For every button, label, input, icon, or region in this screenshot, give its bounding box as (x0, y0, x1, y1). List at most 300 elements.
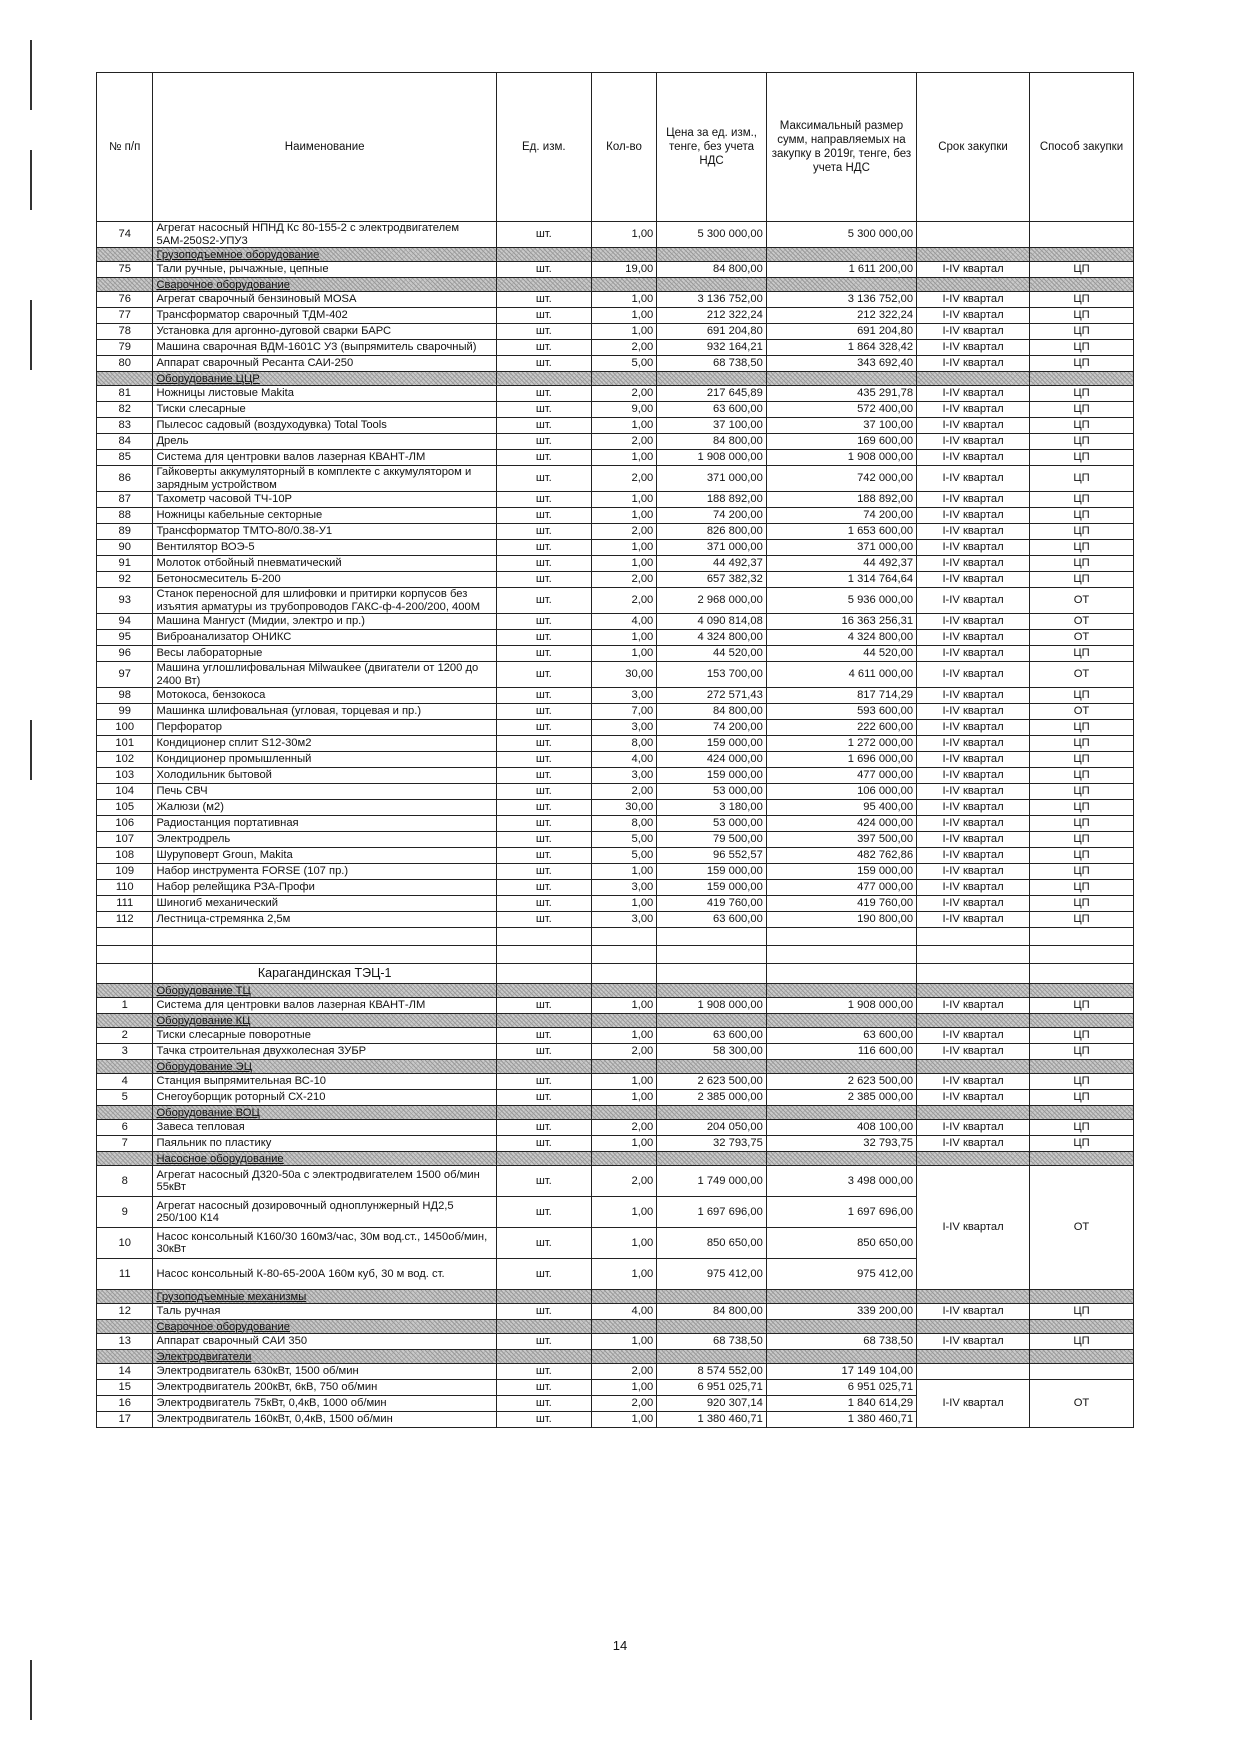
cell-no: 77 (97, 308, 153, 324)
cell-total: 408 100,00 (766, 1120, 916, 1136)
scan-edge-mark (30, 40, 32, 110)
section-title: Оборудование ТЦ (153, 984, 496, 998)
cell-price: 4 324 800,00 (657, 630, 767, 646)
table-row (97, 614, 1134, 630)
table-row (97, 308, 1134, 324)
cell-qty: 3,00 (591, 720, 657, 736)
scan-edge-mark (30, 1660, 32, 1720)
table-row (97, 572, 1134, 588)
cell-method: ЦП (1030, 402, 1134, 418)
cell-price: 79 500,00 (657, 832, 767, 848)
blank-cell (591, 964, 657, 984)
cell-unit: шт. (496, 1380, 591, 1396)
section-cell (97, 1014, 153, 1028)
cell-price: 419 760,00 (657, 896, 767, 912)
cell-unit: шт. (496, 308, 591, 324)
scan-edge-mark (30, 720, 32, 780)
cell-name: Агрегат насосный Д320-50а с электродвигателем 1500 об/мин 55кВт (153, 1166, 496, 1197)
cell-name: Снегоуборщик роторный СХ-210 (153, 1090, 496, 1106)
cell-name: Насос консольный К-80-65-200А 160м куб, 30 м вод. ст. (153, 1259, 496, 1290)
blank-row (97, 928, 1134, 946)
cell-name: Станция выпрямительная ВС-10 (153, 1074, 496, 1090)
section-cell (657, 1060, 767, 1074)
table-row (97, 1090, 1134, 1106)
cell-term: I-IV квартал (917, 736, 1030, 752)
cell-qty: 8,00 (591, 816, 657, 832)
cell-qty: 1,00 (591, 1334, 657, 1350)
cell-method (1030, 222, 1134, 248)
cell-name: Машинка шлифовальная (угловая, торцевая и пр.) (153, 704, 496, 720)
section-cell (1030, 1320, 1134, 1334)
cell-method: ЦП (1030, 1334, 1134, 1350)
cell-price: 272 571,43 (657, 688, 767, 704)
cell-name: Электродвигатель 200кВт, 6кВ, 750 об/мин (153, 1380, 496, 1396)
cell-name: Система для центровки валов лазерная КВАНТ-ЛМ (153, 450, 496, 466)
cell-name: Аппарат сварочный САИ 350 (153, 1334, 496, 1350)
cell-name: Набор релейщика РЗА-Профи (153, 880, 496, 896)
cell-name: Ножницы листовые Makita (153, 386, 496, 402)
cell-term: I-IV квартал (917, 434, 1030, 450)
cell-unit: шт. (496, 262, 591, 278)
cell-method: ЦП (1030, 768, 1134, 784)
section-cell (496, 248, 591, 262)
cell-no: 104 (97, 784, 153, 800)
cell-total: 222 600,00 (766, 720, 916, 736)
cell-term: I-IV квартал (917, 356, 1030, 372)
table-row (97, 1074, 1134, 1090)
cell-term: I-IV квартал (917, 752, 1030, 768)
cell-total: 95 400,00 (766, 800, 916, 816)
subtitle-row (97, 964, 1134, 984)
cell-total: 424 000,00 (766, 816, 916, 832)
cell-method: ЦП (1030, 848, 1134, 864)
cell-no: 83 (97, 418, 153, 434)
table-row (97, 222, 1134, 248)
cell-term: I-IV квартал (917, 848, 1030, 864)
cell-term: I-IV квартал (917, 720, 1030, 736)
cell-no: 108 (97, 848, 153, 864)
section-cell (1030, 1350, 1134, 1364)
section-title: Оборудование ЭЦ (153, 1060, 496, 1074)
cell-qty: 2,00 (591, 434, 657, 450)
cell-name: Агрегат насосный дозировочный одноплунжерный НД2,5 250/100 К14 (153, 1197, 496, 1228)
cell-price: 159 000,00 (657, 768, 767, 784)
cell-method: ЦП (1030, 1120, 1134, 1136)
cell-no: 85 (97, 450, 153, 466)
cell-unit: шт. (496, 1412, 591, 1428)
cell-method: ЦП (1030, 308, 1134, 324)
cell-no: 10 (97, 1228, 153, 1259)
cell-term (917, 1364, 1030, 1380)
cell-price: 68 738,50 (657, 1334, 767, 1350)
table-row (97, 646, 1134, 662)
table-row (97, 556, 1134, 572)
table-row (97, 816, 1134, 832)
cell-unit: шт. (496, 492, 591, 508)
table-row (97, 752, 1134, 768)
cell-qty: 2,00 (591, 1396, 657, 1412)
section-cell (591, 1106, 657, 1120)
cell-name: Кондиционер сплит S12-30м2 (153, 736, 496, 752)
cell-method: ОТ (1030, 662, 1134, 688)
cell-qty: 3,00 (591, 912, 657, 928)
cell-qty: 30,00 (591, 800, 657, 816)
table-row (97, 588, 1134, 614)
cell-total: 477 000,00 (766, 768, 916, 784)
cell-qty: 1,00 (591, 418, 657, 434)
cell-price: 2 385 000,00 (657, 1090, 767, 1106)
cell-no: 93 (97, 588, 153, 614)
cell-method: ЦП (1030, 912, 1134, 928)
cell-price: 84 800,00 (657, 434, 767, 450)
cell-method: ЦП (1030, 356, 1134, 372)
section-cell (917, 372, 1030, 386)
cell-name: Гайковерты аккумуляторный в комплекте с аккумулятором и зарядным устройством (153, 466, 496, 492)
cell-price: 53 000,00 (657, 816, 767, 832)
cell-qty: 1,00 (591, 896, 657, 912)
cell-price: 84 800,00 (657, 704, 767, 720)
table-row (97, 784, 1134, 800)
cell-total: 435 291,78 (766, 386, 916, 402)
table-row (97, 540, 1134, 556)
cell-price: 3 136 752,00 (657, 292, 767, 308)
cell-price: 204 050,00 (657, 1120, 767, 1136)
table-row (97, 356, 1134, 372)
section-cell (657, 1106, 767, 1120)
cell-term (917, 222, 1030, 248)
cell-no: 78 (97, 324, 153, 340)
page-number: 14 (612, 1638, 628, 1653)
cell-no: 81 (97, 386, 153, 402)
section-cell (97, 1320, 153, 1334)
cell-name: Паяльник по пластику (153, 1136, 496, 1152)
cell-method: ЦП (1030, 450, 1134, 466)
cell-name: Система для центровки валов лазерная КВАНТ-ЛМ (153, 998, 496, 1014)
section-cell (917, 984, 1030, 998)
cell-total: 3 498 000,00 (766, 1166, 916, 1197)
section-cell (766, 1014, 916, 1028)
cell-method: ЦП (1030, 688, 1134, 704)
cell-price: 932 164,21 (657, 340, 767, 356)
cell-no: 103 (97, 768, 153, 784)
table-row (97, 492, 1134, 508)
cell-price: 1 380 460,71 (657, 1412, 767, 1428)
cell-unit: шт. (496, 540, 591, 556)
section-title: Электродвигатели (153, 1350, 496, 1364)
cell-qty: 30,00 (591, 662, 657, 688)
cell-method: ЦП (1030, 880, 1134, 896)
cell-price: 84 800,00 (657, 1304, 767, 1320)
section-cell (766, 1152, 916, 1166)
table-row (97, 864, 1134, 880)
cell-name: Тиски слесарные поворотные (153, 1028, 496, 1044)
cell-name: Холодильник бытовой (153, 768, 496, 784)
cell-qty: 1,00 (591, 1412, 657, 1428)
cell-qty: 1,00 (591, 1228, 657, 1259)
cell-qty: 7,00 (591, 704, 657, 720)
scan-edge-mark (30, 150, 32, 210)
cell-qty: 5,00 (591, 832, 657, 848)
cell-term: I-IV квартал (917, 540, 1030, 556)
cell-name: Тали ручные, рычажные, цепные (153, 262, 496, 278)
cell-price: 975 412,00 (657, 1259, 767, 1290)
cell-unit: шт. (496, 434, 591, 450)
cell-total: 691 204,80 (766, 324, 916, 340)
cell-price: 1 908 000,00 (657, 450, 767, 466)
plant-title: Карагандинская ТЭЦ-1 (153, 964, 496, 984)
cell-unit: шт. (496, 614, 591, 630)
cell-unit: шт. (496, 1028, 591, 1044)
cell-no: 76 (97, 292, 153, 308)
cell-unit: шт. (496, 1120, 591, 1136)
cell-term: I-IV квартал (917, 688, 1030, 704)
cell-method: ОТ (1030, 1166, 1134, 1290)
blank-cell (1030, 946, 1134, 964)
cell-total: 371 000,00 (766, 540, 916, 556)
cell-price: 826 800,00 (657, 524, 767, 540)
section-cell (766, 248, 916, 262)
cell-qty: 2,00 (591, 1166, 657, 1197)
cell-price: 53 000,00 (657, 784, 767, 800)
cell-name: Шиногиб механический (153, 896, 496, 912)
cell-no: 105 (97, 800, 153, 816)
cell-qty: 1,00 (591, 1380, 657, 1396)
cell-name: Виброанализатор ОНИКС (153, 630, 496, 646)
cell-price: 371 000,00 (657, 466, 767, 492)
blank-cell (766, 928, 916, 946)
blank-cell (496, 964, 591, 984)
cell-no: 5 (97, 1090, 153, 1106)
cell-total: 1 380 460,71 (766, 1412, 916, 1428)
section-cell (496, 1106, 591, 1120)
cell-qty: 1,00 (591, 556, 657, 572)
cell-total: 343 692,40 (766, 356, 916, 372)
section-cell (766, 984, 916, 998)
cell-unit: шт. (496, 450, 591, 466)
cell-total: 63 600,00 (766, 1028, 916, 1044)
cell-name: Трансформатор ТМТО-80/0.38-У1 (153, 524, 496, 540)
section-cell (766, 372, 916, 386)
cell-total: 32 793,75 (766, 1136, 916, 1152)
table-row (97, 524, 1134, 540)
cell-qty: 1,00 (591, 222, 657, 248)
section-title: Сварочное оборудование (153, 278, 496, 292)
cell-qty: 5,00 (591, 848, 657, 864)
cell-unit: шт. (496, 418, 591, 434)
table-row (97, 1304, 1134, 1320)
cell-name: Машина углошлифовальная Milwaukee (двигатели от 1200 до 2400 Вт) (153, 662, 496, 688)
cell-price: 920 307,14 (657, 1396, 767, 1412)
cell-qty: 2,00 (591, 1044, 657, 1060)
cell-unit: шт. (496, 912, 591, 928)
section-title: Оборудование ЦЦР (153, 372, 496, 386)
table-row (97, 340, 1134, 356)
cell-unit: шт. (496, 848, 591, 864)
cell-method: ЦП (1030, 1304, 1134, 1320)
cell-unit: шт. (496, 646, 591, 662)
cell-no: 7 (97, 1136, 153, 1152)
blank-cell (766, 964, 916, 984)
cell-total: 1 840 614,29 (766, 1396, 916, 1412)
cell-unit: шт. (496, 1197, 591, 1228)
cell-unit: шт. (496, 896, 591, 912)
cell-term: I-IV квартал (917, 896, 1030, 912)
cell-unit: шт. (496, 1090, 591, 1106)
cell-term: I-IV квартал (917, 588, 1030, 614)
cell-total: 37 100,00 (766, 418, 916, 434)
cell-qty: 3,00 (591, 768, 657, 784)
blank-cell (496, 928, 591, 946)
section-title: Оборудование КЦ (153, 1014, 496, 1028)
cell-method: ЦП (1030, 752, 1134, 768)
cell-qty: 1,00 (591, 1090, 657, 1106)
cell-method: ЦП (1030, 324, 1134, 340)
cell-price: 32 793,75 (657, 1136, 767, 1152)
blank-cell (917, 928, 1030, 946)
blank-cell (496, 946, 591, 964)
cell-price: 58 300,00 (657, 1044, 767, 1060)
cell-method: ЦП (1030, 1044, 1134, 1060)
table-row (97, 912, 1134, 928)
section-row (97, 248, 1134, 262)
cell-name: Радиостанция портативная (153, 816, 496, 832)
blank-cell (97, 964, 153, 984)
cell-term: I-IV квартал (917, 508, 1030, 524)
cell-no: 87 (97, 492, 153, 508)
cell-no: 13 (97, 1334, 153, 1350)
cell-total: 1 908 000,00 (766, 450, 916, 466)
cell-method: ЦП (1030, 816, 1134, 832)
header-total: Максимальный размер сумм, направляемых на закупку в 2019г, тенге, без учета НДС (766, 73, 916, 222)
cell-total: 116 600,00 (766, 1044, 916, 1060)
cell-total: 419 760,00 (766, 896, 916, 912)
cell-no: 94 (97, 614, 153, 630)
cell-total: 1 697 696,00 (766, 1197, 916, 1228)
cell-no: 96 (97, 646, 153, 662)
cell-term: I-IV квартал (917, 816, 1030, 832)
cell-total: 4 324 800,00 (766, 630, 916, 646)
section-cell (97, 372, 153, 386)
table-row (97, 880, 1134, 896)
cell-term: I-IV квартал (917, 1166, 1030, 1290)
cell-total: 159 000,00 (766, 864, 916, 880)
cell-no: 98 (97, 688, 153, 704)
cell-method: ЦП (1030, 896, 1134, 912)
table-row (97, 262, 1134, 278)
section-row (97, 1320, 1134, 1334)
cell-qty: 2,00 (591, 1364, 657, 1380)
table-body (97, 222, 1134, 1428)
section-cell (591, 372, 657, 386)
section-cell (917, 1060, 1030, 1074)
cell-total: 477 000,00 (766, 880, 916, 896)
section-cell (657, 1350, 767, 1364)
cell-no: 2 (97, 1028, 153, 1044)
cell-term: I-IV квартал (917, 572, 1030, 588)
section-cell (1030, 372, 1134, 386)
cell-qty: 1,00 (591, 508, 657, 524)
cell-total: 16 363 256,31 (766, 614, 916, 630)
cell-name: Электродвигатель 160кВт, 0,4кВ, 1500 об/мин (153, 1412, 496, 1428)
cell-total: 817 714,29 (766, 688, 916, 704)
cell-unit: шт. (496, 1304, 591, 1320)
cell-unit: шт. (496, 864, 591, 880)
cell-no: 112 (97, 912, 153, 928)
cell-qty: 2,00 (591, 466, 657, 492)
cell-total: 2 623 500,00 (766, 1074, 916, 1090)
section-cell (1030, 984, 1134, 998)
cell-no: 16 (97, 1396, 153, 1412)
table-row (97, 998, 1134, 1014)
cell-unit: шт. (496, 1259, 591, 1290)
cell-total: 4 611 000,00 (766, 662, 916, 688)
section-cell (766, 278, 916, 292)
cell-name: Машина сварочная ВДМ-1601С У3 (выпрямитель сварочный) (153, 340, 496, 356)
cell-qty: 1,00 (591, 492, 657, 508)
cell-total: 74 200,00 (766, 508, 916, 524)
cell-name: Молоток отбойный пневматический (153, 556, 496, 572)
cell-unit: шт. (496, 1364, 591, 1380)
table-row (97, 324, 1134, 340)
cell-price: 217 645,89 (657, 386, 767, 402)
section-cell (496, 372, 591, 386)
cell-qty: 2,00 (591, 588, 657, 614)
cell-qty: 1,00 (591, 308, 657, 324)
cell-price: 4 090 814,08 (657, 614, 767, 630)
blank-cell (1030, 928, 1134, 946)
cell-method (1030, 1364, 1134, 1380)
blank-cell (97, 946, 153, 964)
header-qty: Кол-во (591, 73, 657, 222)
cell-unit: шт. (496, 466, 591, 492)
section-cell (1030, 1014, 1134, 1028)
cell-method: ЦП (1030, 418, 1134, 434)
header-row (97, 73, 1134, 222)
cell-name: Таль ручная (153, 1304, 496, 1320)
section-cell (917, 278, 1030, 292)
cell-qty: 1,00 (591, 450, 657, 466)
cell-price: 212 322,24 (657, 308, 767, 324)
section-cell (496, 984, 591, 998)
table-row (97, 434, 1134, 450)
cell-method: ЦП (1030, 292, 1134, 308)
section-cell (917, 1290, 1030, 1304)
cell-total: 6 951 025,71 (766, 1380, 916, 1396)
cell-total: 1 908 000,00 (766, 998, 916, 1014)
cell-name: Установка для аргонно-дуговой сварки БАРС (153, 324, 496, 340)
cell-method: ЦП (1030, 524, 1134, 540)
cell-name: Набор инструмента FORSE (107 пр.) (153, 864, 496, 880)
cell-method: ОТ (1030, 614, 1134, 630)
cell-term: I-IV квартал (917, 324, 1030, 340)
cell-unit: шт. (496, 1396, 591, 1412)
procurement-table (96, 72, 1134, 1428)
cell-qty: 1,00 (591, 998, 657, 1014)
cell-qty: 5,00 (591, 356, 657, 372)
section-row (97, 372, 1134, 386)
cell-unit: шт. (496, 1074, 591, 1090)
cell-method: ЦП (1030, 998, 1134, 1014)
cell-no: 11 (97, 1259, 153, 1290)
cell-term: I-IV квартал (917, 864, 1030, 880)
header-term: Срок закупки (917, 73, 1030, 222)
section-cell (97, 248, 153, 262)
cell-no: 107 (97, 832, 153, 848)
cell-total: 3 136 752,00 (766, 292, 916, 308)
table-row (97, 1028, 1134, 1044)
cell-unit: шт. (496, 688, 591, 704)
table-row (97, 662, 1134, 688)
